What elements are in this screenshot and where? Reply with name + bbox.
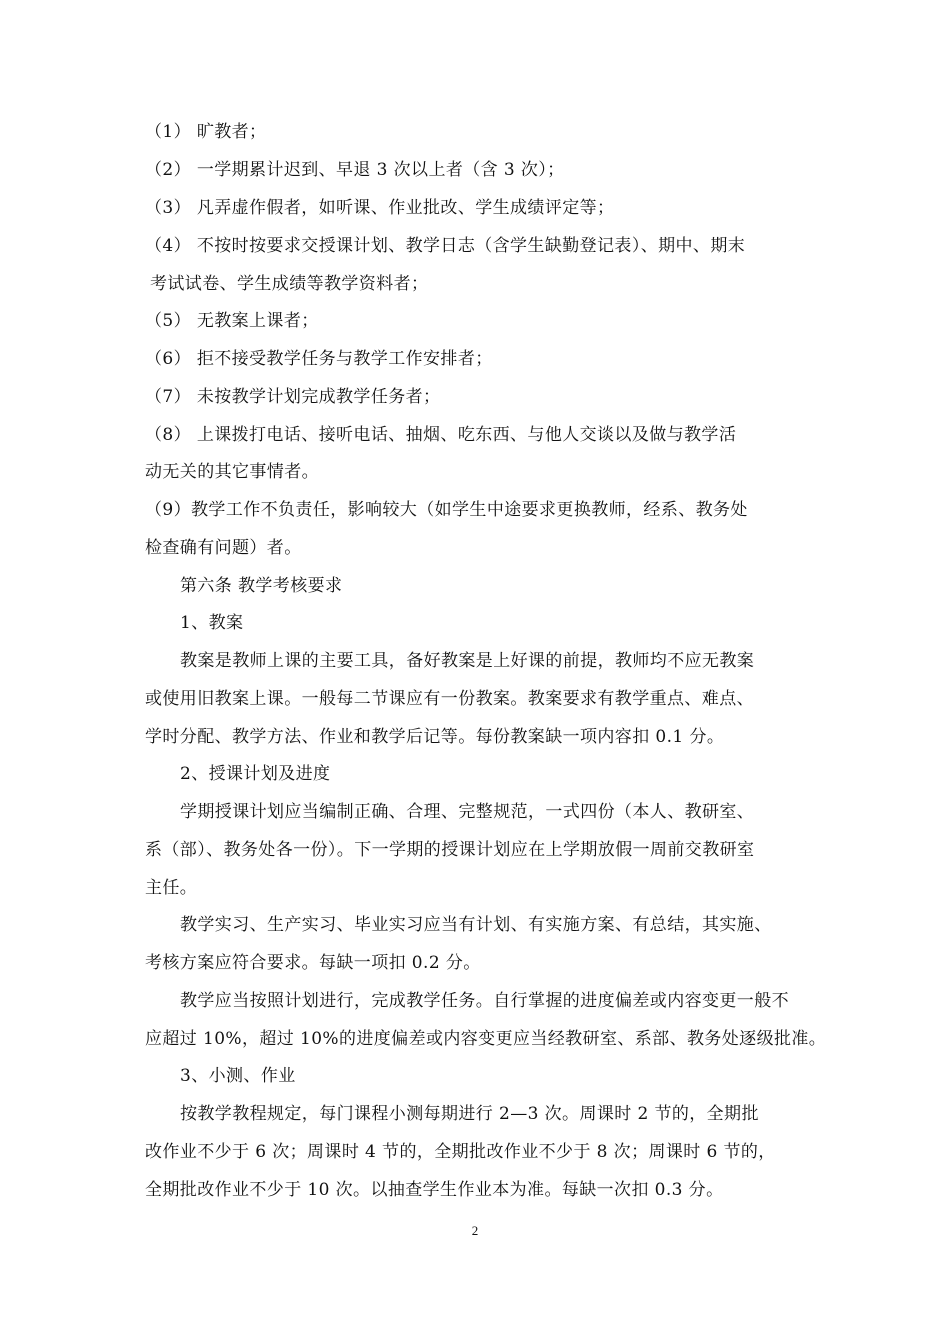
paragraph-internship-line-2: 考核方案应符合要求。每缺一项扣 0.2 分。 — [145, 953, 481, 973]
item-1: （1） 旷教者； — [145, 122, 267, 142]
item-4-line-1: （4） 不按时按要求交授课计划、教学日志（含学生缺勤登记表）、期中、期末 — [145, 236, 746, 256]
item-9-line-1: （9）教学工作不负责任，影响较大（如学生中途要求更换教师，经系、教务处 — [145, 500, 748, 520]
paragraph-homework-line-3: 全期批改作业不少于 10 次。以抽查学生作业本为准。每缺一次扣 0.3 分。 — [145, 1180, 724, 1200]
paragraph-teaching-plan-line-2: 系（部）、教务处各一份）。下一学期的授课计划应在上学期放假一周前交教研室 — [145, 840, 755, 860]
paragraph-internship-line-1: 教学实习、生产实习、毕业实习应当有计划、有实施方案、有总结，其实施、 — [180, 915, 772, 935]
item-9-line-2: 检查确有问题）者。 — [145, 538, 302, 558]
item-8-line-1: （8） 上课拨打电话、接听电话、抽烟、吃东西、与他人交谈以及做与教学活 — [145, 425, 737, 445]
subheading-teaching-plan: 2、授课计划及进度 — [180, 764, 331, 784]
item-2: （2） 一学期累计迟到、早退 3 次以上者（含 3 次）； — [145, 160, 565, 180]
paragraph-teaching-plan-line-3: 主任。 — [145, 878, 198, 898]
subheading-homework: 3、小测、作业 — [180, 1066, 296, 1086]
item-6: （6） 拒不接受教学任务与教学工作安排者； — [145, 349, 493, 369]
paragraph-homework-line-1: 按教学教程规定，每门课程小测每期进行 2—3 次。周课时 2 节的，全期批 — [180, 1104, 759, 1124]
paragraph-homework-line-2: 改作业不少于 6 次；周课时 4 节的，全期批改作业不少于 8 次；周课时 6 节的， — [145, 1142, 776, 1162]
paragraph-progress-line-1: 教学应当按照计划进行，完成教学任务。自行掌握的进度偏差或内容变更一般不 — [180, 991, 789, 1011]
item-3: （3） 凡弄虚作假者，如听课、作业批改、学生成绩评定等； — [145, 198, 615, 218]
section-heading: 第六条 教学考核要求 — [180, 576, 343, 596]
paragraph-lesson-plan-line-1: 教案是教师上课的主要工具，备好教案是上好课的前提，教师均不应无教案 — [180, 651, 755, 671]
paragraph-lesson-plan-line-3: 学时分配、教学方法、作业和教学后记等。每份教案缺一项内容扣 0.1 分。 — [145, 727, 725, 747]
item-7: （7） 未按教学计划完成教学任务者； — [145, 387, 441, 407]
item-8-line-2: 动无关的其它事情者。 — [145, 462, 319, 482]
page-number: 2 — [471, 1223, 479, 1238]
paragraph-progress-line-2: 应超过 10%，超过 10%的进度偏差或内容变更应当经教研室、系部、教务处逐级批准。 — [145, 1029, 827, 1049]
subheading-lesson-plan: 1、教案 — [180, 613, 244, 633]
item-5: （5） 无教案上课者； — [145, 311, 319, 331]
paragraph-lesson-plan-line-2: 或使用旧教案上课。一般每二节课应有一份教案。教案要求有教学重点、难点、 — [145, 689, 754, 709]
item-4-line-2: 考试试卷、学生成绩等教学资料者； — [150, 274, 429, 294]
paragraph-teaching-plan-line-1: 学期授课计划应当编制正确、合理、完整规范，一式四份（本人、教研室、 — [180, 802, 755, 822]
